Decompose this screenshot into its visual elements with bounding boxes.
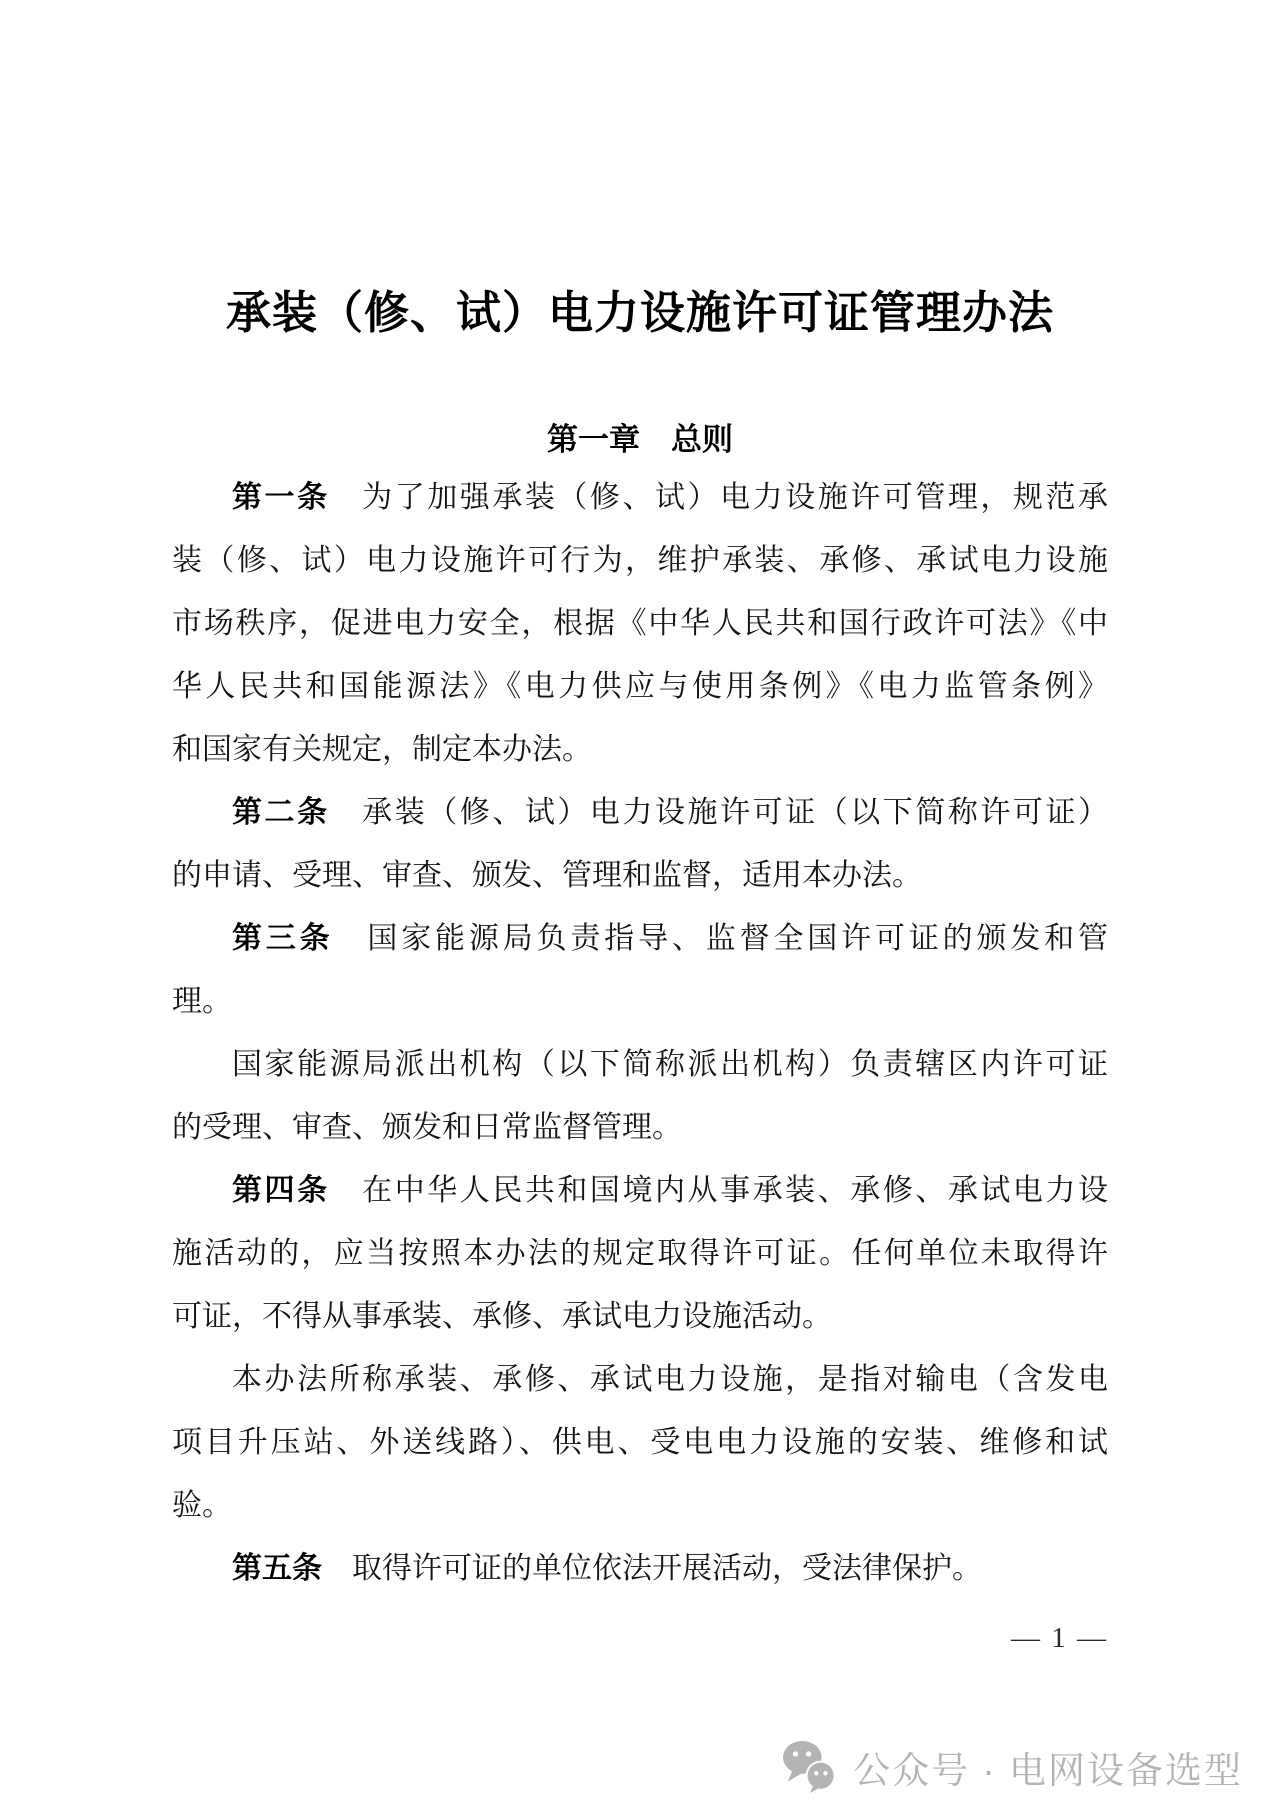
text-line xyxy=(172,844,1108,907)
line-text: 华人民共和国能源法》《电力供应与使用条例》《电力监管条例》 xyxy=(172,670,1108,703)
line-text: 验。 xyxy=(172,1489,232,1522)
chapter-heading: 第一章 总则 xyxy=(547,422,733,457)
line-text: 承装（修、试）电力设施许可证（以下简称许可证） xyxy=(329,796,1109,829)
text-line xyxy=(172,655,1108,718)
text-line xyxy=(172,1537,1108,1600)
text-line xyxy=(172,466,1108,529)
line-text: 为了加强承装（修、试）电力设施许可管理，规范承 xyxy=(329,481,1109,514)
text-line xyxy=(172,718,1108,781)
line-text: 理。 xyxy=(172,985,232,1018)
document-body xyxy=(172,466,1108,1600)
text-line xyxy=(172,1159,1108,1222)
article-number: 第一条 xyxy=(232,481,330,514)
text-line xyxy=(172,1474,1108,1537)
text-line xyxy=(172,1411,1108,1474)
document-title: 承装（修、试）电力设施许可证管理办法 xyxy=(225,288,1054,338)
line-text: 在中华人民共和国境内从事承装、承修、承试电力设 xyxy=(329,1174,1109,1207)
article-number: 第三条 xyxy=(232,922,334,955)
line-text: 市场秩序，促进电力安全，根据《中华人民共和国行政许可法》《中 xyxy=(172,607,1108,640)
line-text: 取得许可证的单位依法开展活动，受法律保护。 xyxy=(322,1552,982,1585)
text-line xyxy=(172,1285,1108,1348)
article-number: 第二条 xyxy=(232,796,330,829)
article-number: 第四条 xyxy=(232,1174,330,1207)
text-line xyxy=(172,592,1108,655)
text-line xyxy=(172,1096,1108,1159)
wechat-icon xyxy=(781,1740,839,1794)
line-text: 本办法所称承装、承修、承试电力设施，是指对输电（含发电 xyxy=(232,1363,1108,1396)
line-text: 项目升压站、外送线路）、供电、受电电力设施的安装、维修和试 xyxy=(172,1426,1108,1459)
text-line xyxy=(172,970,1108,1033)
line-text: 施活动的，应当按照本办法的规定取得许可证。任何单位未取得许 xyxy=(172,1237,1108,1270)
line-text: 的申请、受理、审查、颁发、管理和监督，适用本办法。 xyxy=(172,859,922,892)
text-line xyxy=(172,1222,1108,1285)
article-number: 第五条 xyxy=(232,1552,322,1585)
line-text: 装（修、试）电力设施许可行为，维护承装、承修、承试电力设施 xyxy=(172,544,1108,577)
text-line xyxy=(172,907,1108,970)
line-text: 的受理、审查、颁发和日常监督管理。 xyxy=(172,1111,682,1144)
line-text: 可证，不得从事承装、承修、承试电力设施活动。 xyxy=(172,1300,832,1333)
watermark-label: 公众号 · 电网设备选型 xyxy=(853,1750,1243,1791)
line-text: 和国家有关规定，制定本办法。 xyxy=(172,733,592,766)
line-text: 国家能源局负责指导、监督全国许可证的颁发和管 xyxy=(333,922,1109,955)
watermark xyxy=(781,1740,1243,1794)
text-line xyxy=(172,1033,1108,1096)
text-line xyxy=(172,1348,1108,1411)
page-number: — 1 — xyxy=(1011,1622,1108,1654)
text-line xyxy=(172,529,1108,592)
text-line xyxy=(172,781,1108,844)
line-text: 国家能源局派出机构（以下简称派出机构）负责辖区内许可证 xyxy=(232,1048,1108,1081)
